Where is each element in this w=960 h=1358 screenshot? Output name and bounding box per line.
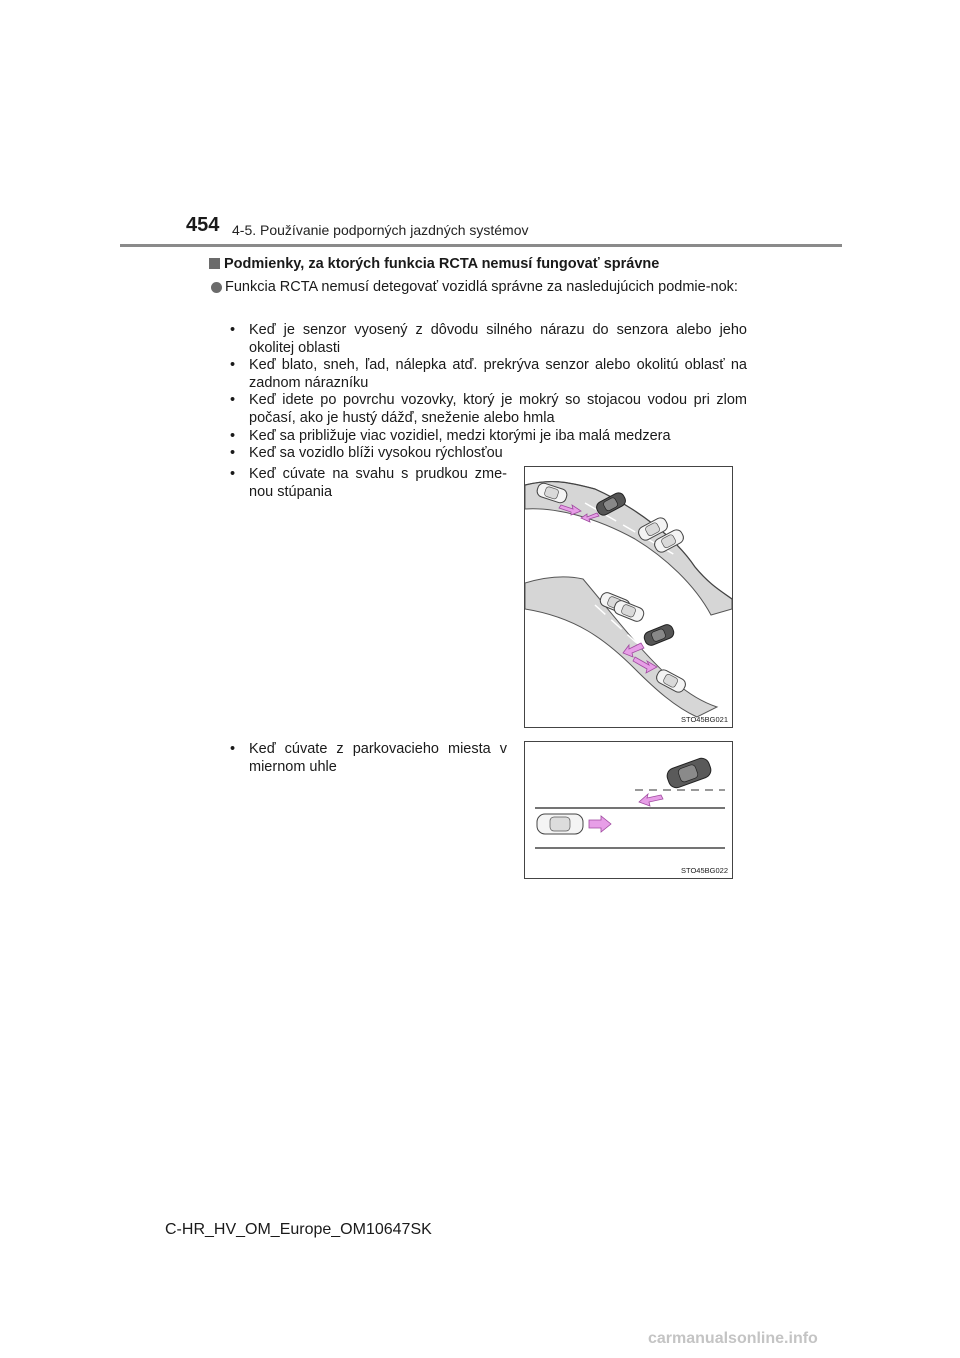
list-item: • Keď sa približuje viac vozidiel, medzi ktorými je iba malá medzera: [229, 428, 747, 446]
square-bullet-icon: [209, 258, 220, 269]
watermark: carmanualsonline.info: [648, 1330, 818, 1347]
document-footer: C-HR_HV_OM_Europe_OM10647SK: [165, 1221, 432, 1238]
figure-code: STO45BG021: [681, 715, 728, 724]
list-item: • Keď je senzor vyosený z dôvodu silného nárazu do senzora alebo jeho okolitej oblasti: [229, 322, 747, 357]
circle-bullet-icon: [211, 282, 222, 293]
list-item: • Keď idete po povrchu vozovky, ktorý je mokrý so stojacou vodou pri zlom počasí, ako je hustý dážď, sneženie alebo hmla: [229, 392, 747, 427]
subsection-heading: [209, 256, 659, 272]
list-item: • Keď sa vozidlo blíži vysokou rýchlosťou: [229, 445, 747, 463]
header-divider: [120, 244, 842, 247]
page-number: 454: [186, 214, 220, 236]
parking-illustration: [524, 741, 733, 879]
car-icon: [665, 756, 713, 790]
figure-item-slope: • Keď cúvate na svahu s prudkou zme-nou stúpania: [229, 465, 507, 501]
figure-code: STO45BG022: [681, 866, 728, 875]
list-item: • Keď blato, sneh, ľad, nálepka atď. prekrýva senzor alebo okolitú oblasť na zadnom nárazníku: [229, 357, 747, 392]
condition-list: [229, 322, 747, 463]
car-icon: [642, 623, 675, 647]
car-icon: [537, 814, 583, 834]
section-title: 4-5. Používanie podporných jazdných systémov: [232, 222, 529, 238]
intro-item: [209, 278, 749, 297]
slope-illustration: [524, 466, 733, 728]
arrow-icon: [589, 816, 611, 832]
parking-diagram: [525, 742, 732, 878]
intro-text: Funkcia RCTA nemusí detegovať vozidlá správne za nasledujúcich podmie-nok:: [225, 279, 738, 295]
figure-item-parking: • Keď cúvate z parkovacieho miesta v miernom uhle: [229, 740, 507, 776]
slope-diagram: [525, 467, 732, 727]
heading-text: Podmienky, za ktorých funkcia RCTA nemusí fungovať správne: [224, 256, 660, 272]
arrow-icon: [639, 794, 663, 806]
